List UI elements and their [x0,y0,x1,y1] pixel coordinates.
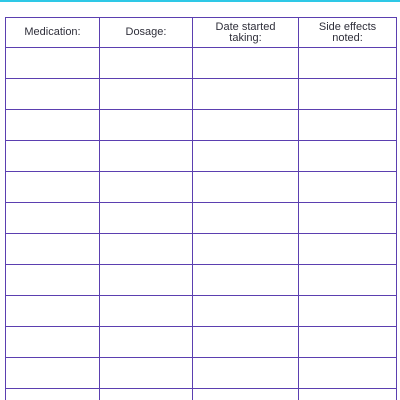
cell-side-effects [299,327,397,358]
table-row [6,79,397,110]
cell-side-effects [299,79,397,110]
cell-dosage [100,141,193,172]
cell-side-effects [299,141,397,172]
header-date-started: Date started taking: [193,18,299,48]
cell-medication [6,203,100,234]
cell-medication [6,110,100,141]
cell-medication [6,234,100,265]
table-row [6,389,397,400]
cell-dosage [100,234,193,265]
cell-date-started [193,265,299,296]
cell-side-effects [299,234,397,265]
table-row [6,327,397,358]
cell-dosage [100,358,193,389]
cell-medication [6,141,100,172]
medication-log-table [5,17,397,400]
cell-date-started [193,110,299,141]
cell-medication [6,389,100,400]
cell-date-started [193,203,299,234]
cell-side-effects [299,358,397,389]
table-row [6,234,397,265]
cell-dosage [100,327,193,358]
table-row [6,296,397,327]
cell-side-effects [299,296,397,327]
cell-dosage [100,296,193,327]
table-body [6,48,397,400]
cell-dosage [100,265,193,296]
cell-medication [6,172,100,203]
cell-date-started [193,296,299,327]
cell-dosage [100,389,193,400]
cell-date-started [193,79,299,110]
table-header-row [6,18,397,48]
cell-side-effects [299,265,397,296]
table-row [6,141,397,172]
header-medication: Medication: [6,18,100,48]
table-row [6,110,397,141]
cell-medication [6,48,100,79]
cell-side-effects [299,389,397,400]
cell-date-started [193,172,299,203]
cell-dosage [100,172,193,203]
header-dosage: Dosage: [100,18,193,48]
cell-date-started [193,358,299,389]
cell-side-effects [299,172,397,203]
cell-medication [6,265,100,296]
table-row [6,265,397,296]
cell-medication [6,327,100,358]
cell-side-effects [299,110,397,141]
cell-date-started [193,141,299,172]
header-side-effects: Side effects noted: [299,18,397,48]
cell-dosage [100,110,193,141]
top-accent-strip [0,0,400,2]
cell-date-started [193,389,299,400]
cell-medication [6,358,100,389]
cell-dosage [100,79,193,110]
table-row [6,48,397,79]
cell-dosage [100,48,193,79]
table-row [6,203,397,234]
cell-dosage [100,203,193,234]
cell-side-effects [299,203,397,234]
cell-date-started [193,234,299,265]
cell-medication [6,79,100,110]
cell-date-started [193,327,299,358]
cell-date-started [193,48,299,79]
table-row [6,172,397,203]
cell-medication [6,296,100,327]
table-row [6,358,397,389]
cell-side-effects [299,48,397,79]
